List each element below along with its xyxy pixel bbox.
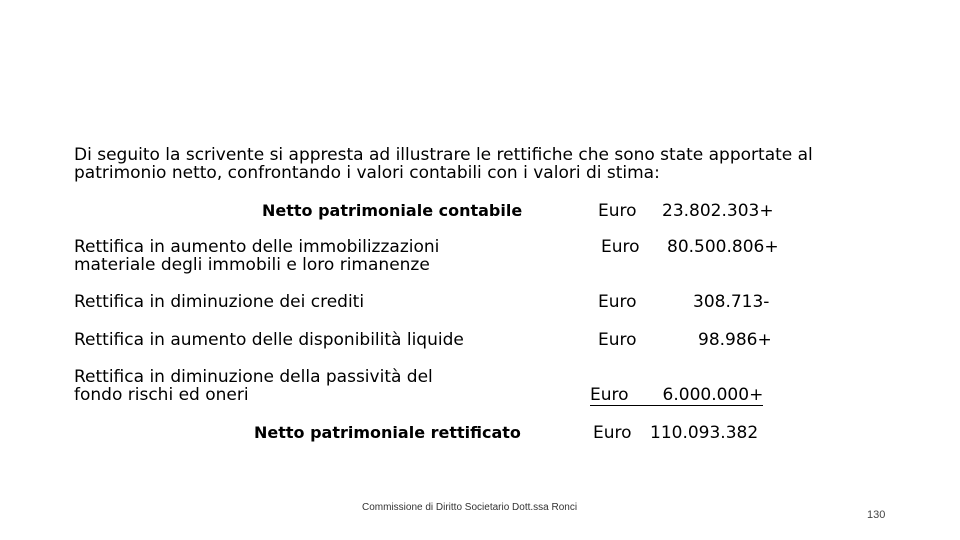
row-currency: Euro xyxy=(601,237,640,257)
row-amount: 110.093.382 xyxy=(650,423,759,443)
row-label-disponibilita xyxy=(74,331,464,349)
row-label-line: Netto patrimoniale contabile xyxy=(262,201,523,220)
row-amount: 23.802.303+ xyxy=(662,201,774,221)
row-currency: Euro xyxy=(598,201,637,221)
page-number: 130 xyxy=(867,509,886,521)
row-label-line: fondo rischi ed oneri xyxy=(74,385,249,405)
row-currency: Euro xyxy=(590,385,629,405)
intro-paragraph xyxy=(74,146,874,182)
row-label-line: Rettifica in diminuzione dei crediti xyxy=(74,292,365,312)
row-label-line: materiale degli immobili e loro rimanenze xyxy=(74,255,430,275)
row-label-crediti xyxy=(74,293,364,311)
row-label-netto-contabile xyxy=(262,202,522,220)
row-amount: 80.500.806+ xyxy=(667,237,779,257)
intro-line: Di seguito la scrivente si appresta ad illustrare le rettifiche che sono state apportate al xyxy=(74,145,813,165)
row-currency-underlined xyxy=(590,386,763,406)
row-label-line: Rettifica in diminuzione della passività del xyxy=(74,367,433,387)
row-currency: Euro xyxy=(598,330,637,350)
row-label-immobilizzazioni xyxy=(74,238,439,274)
row-label-netto-rettificato xyxy=(254,424,521,442)
row-currency: Euro xyxy=(593,423,632,443)
row-label-line: Rettifica in aumento delle disponibilità liquide xyxy=(74,330,464,350)
row-label-line: Rettifica in aumento delle immobilizzazioni xyxy=(74,237,440,257)
footer-text: Commissione di Diritto Societario Dott.ssa Ronci xyxy=(362,502,578,513)
row-currency: Euro xyxy=(598,292,637,312)
row-label-line: Netto patrimoniale rettificato xyxy=(254,423,521,442)
row-amount: 308.713- xyxy=(693,292,770,312)
row-amount: 98.986+ xyxy=(698,330,772,350)
row-label-passivita xyxy=(74,368,433,404)
intro-line: patrimonio netto, confrontando i valori contabili con i valori di stima: xyxy=(74,163,660,183)
row-amount: 6.000.000+ xyxy=(662,385,764,405)
